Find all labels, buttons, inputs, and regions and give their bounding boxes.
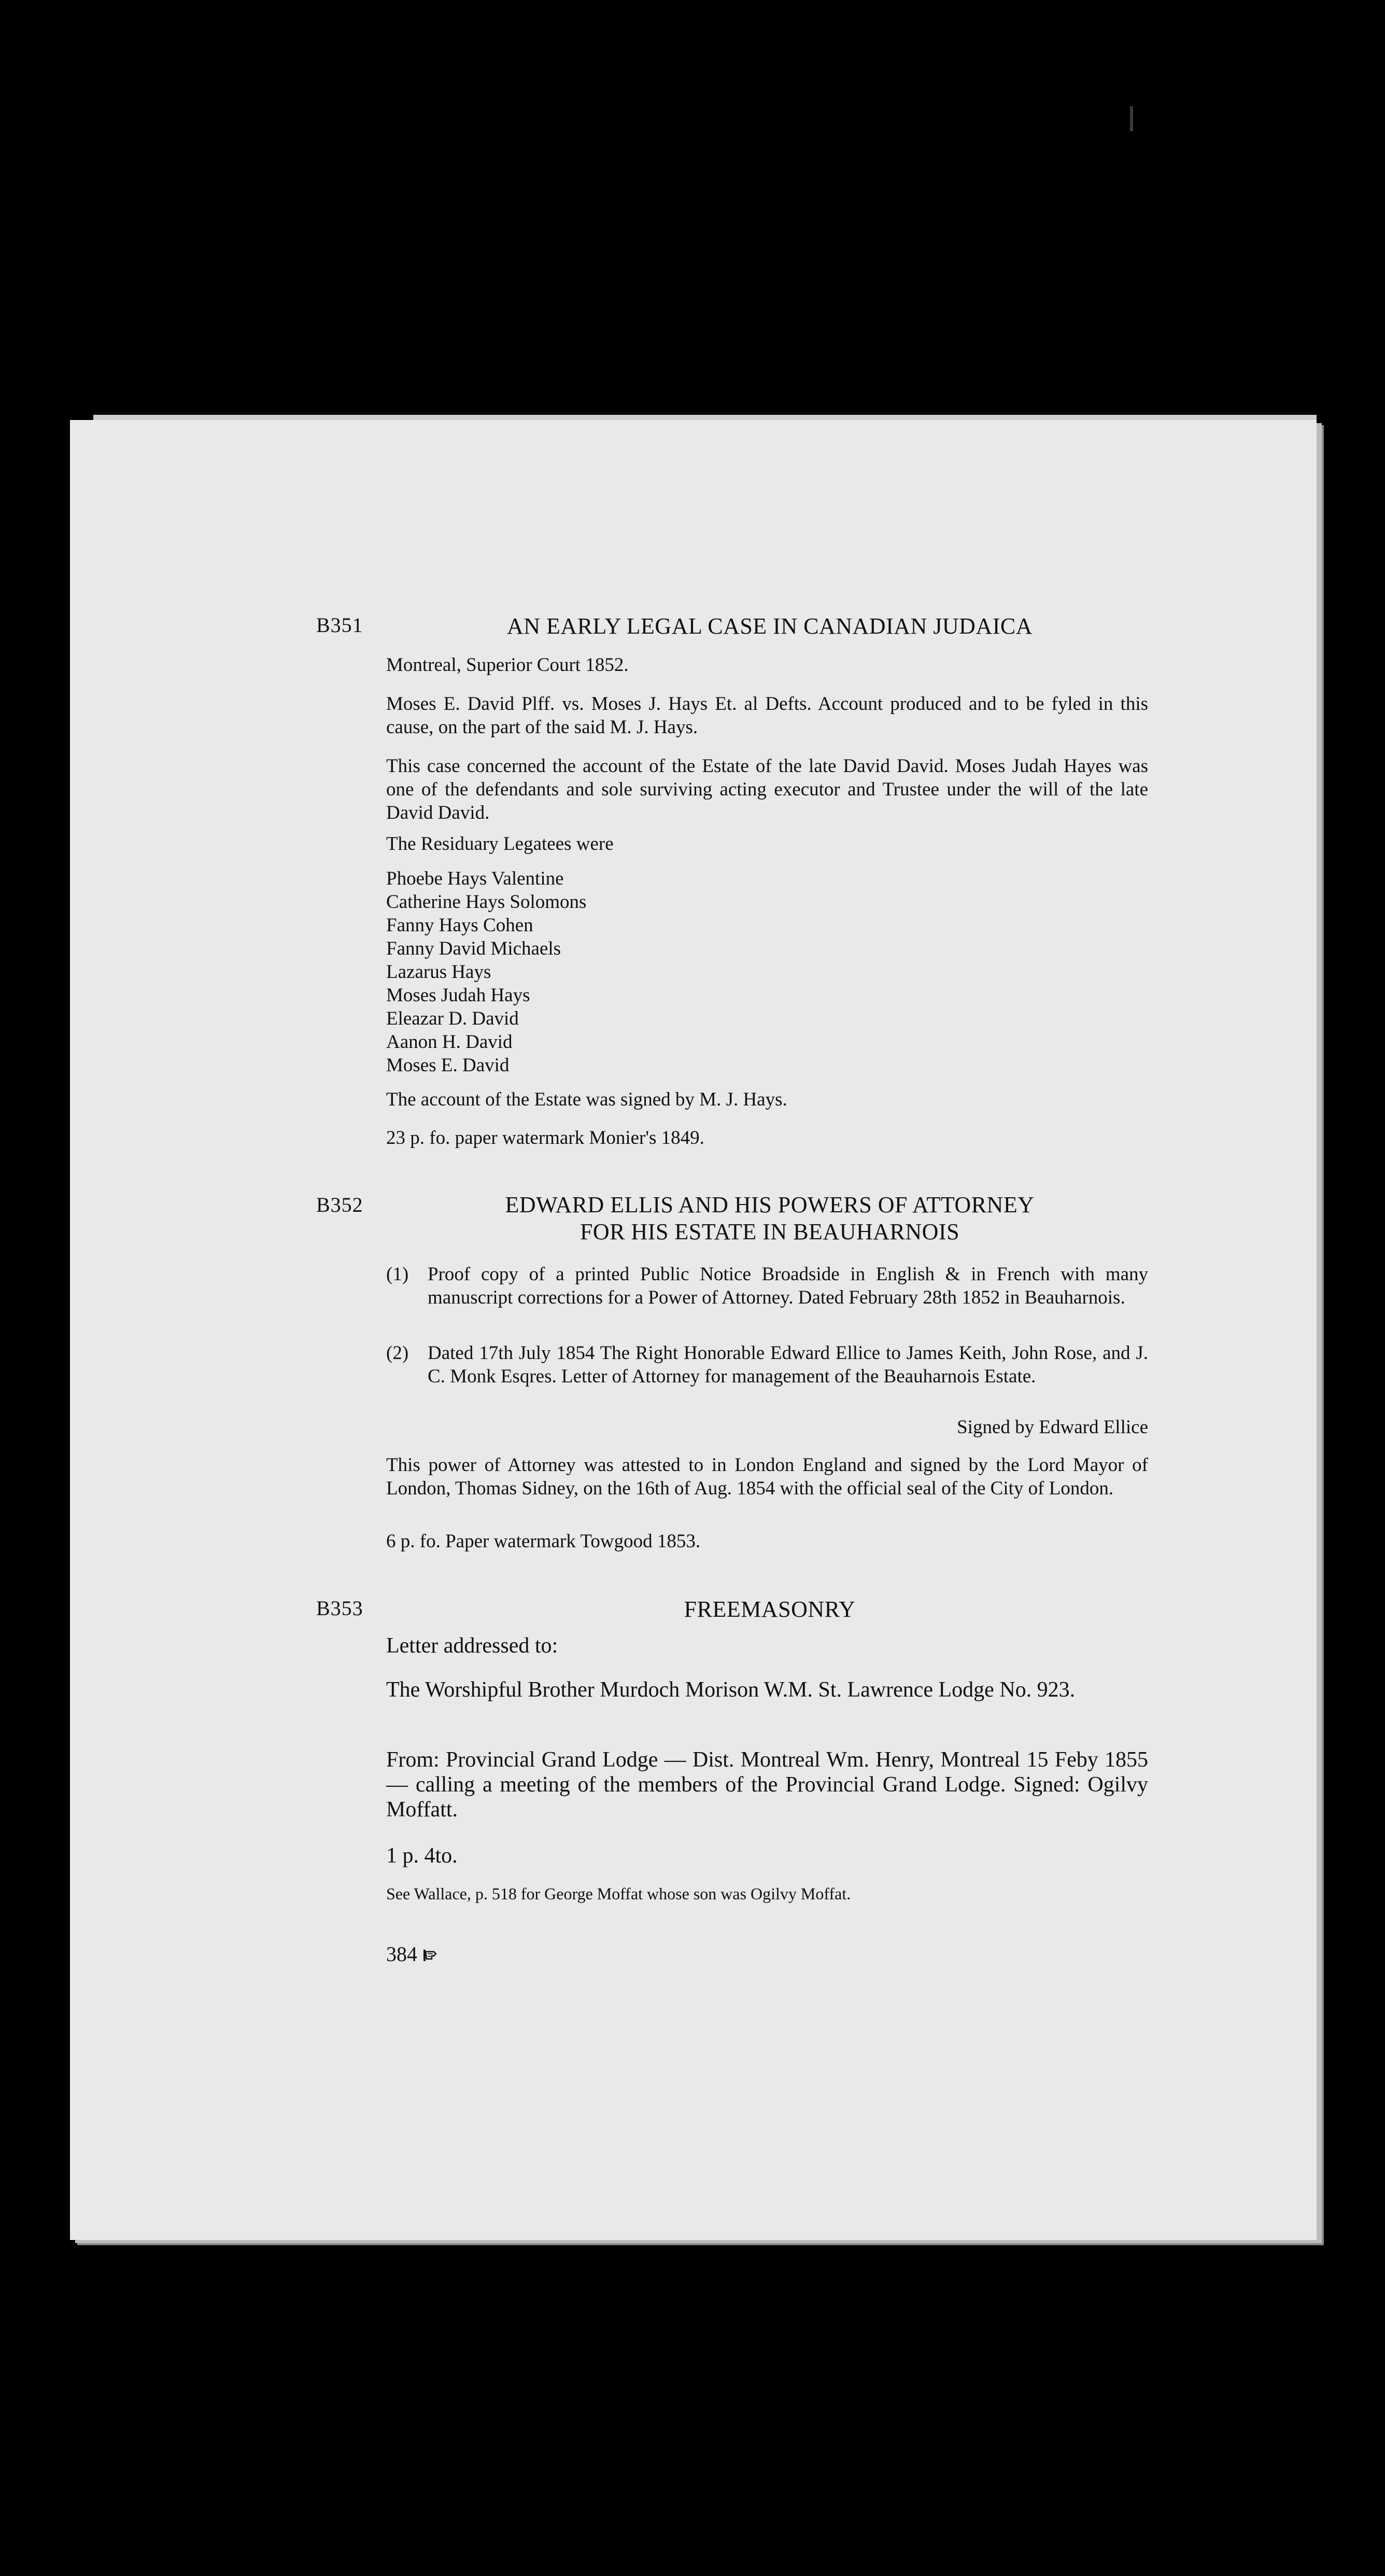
entry-title-b352-line2: FOR HIS ESTATE IN BEAUHARNOIS — [580, 1219, 960, 1244]
page-number — [386, 1942, 437, 1966]
format-b352: 6 p. fo. Paper watermark Towgood 1853. — [386, 1531, 701, 1552]
addressee-paragraph: The Worshipful Brother Murdoch Morison W.M. St. Lawrence Lodge No. 923. — [386, 1678, 1076, 1702]
page-number-text: 384 — [386, 1942, 417, 1966]
list-item: Phoebe Hays Valentine — [386, 868, 564, 889]
letter-intro: Letter addressed to: — [386, 1634, 558, 1658]
entry-title-b352-line1: EDWARD ELLIS AND HIS POWERS OF ATTORNEY — [505, 1192, 1035, 1217]
attestation-paragraph: This power of Attorney was attested to in London England and signed by the Lord Mayor of London, Thomas Sidney, on the 16th of Aug. 1854 with the official seal of the City of London. — [386, 1454, 1148, 1499]
attorney-item-1 — [386, 1263, 1148, 1309]
entry-code-b353: B353 — [316, 1597, 363, 1620]
item-number: (2) — [386, 1342, 409, 1364]
list-item: Moses E. David — [386, 1055, 510, 1076]
item-text: Proof copy of a printed Public Notice Broadside in English & in French with many manuscript corrections for a Power of Attorney. Dated February 28th 1852 in Beauharnois. — [428, 1264, 1148, 1308]
legatees-intro: The Residuary Legatees were — [386, 833, 614, 855]
entry-code-b351: B351 — [316, 613, 363, 637]
list-item: Fanny David Michaels — [386, 938, 561, 959]
legatees-list — [386, 867, 1148, 1077]
parties-paragraph: Moses E. David Plff. vs. Moses J. Hays Et. al Defts. Account produced and to be fyled in this cause, on the part of the said M. J. Hays. — [386, 693, 1148, 738]
item-number: (1) — [386, 1264, 409, 1285]
format-b353: 1 p. 4to. — [386, 1844, 458, 1868]
entry-title-b351: AN EARLY LEGAL CASE IN CANADIAN JUDAICA — [507, 613, 1033, 639]
case-description: This case concerned the account of the Estate of the late David David. Moses Judah Hayes was one of the defendants and sole surviving acting executor and Trustee under the will of the late David David. — [386, 755, 1148, 823]
pointing-hand-icon — [422, 1944, 437, 1959]
list-item: Aanon H. David — [386, 1031, 513, 1053]
list-item: Eleazar D. David — [386, 1008, 519, 1029]
from-paragraph: From: Provincial Grand Lodge — Dist. Montreal Wm. Henry, Montreal 15 Feby 1855 — calling a meeting of the members of the Provincial Grand Lodge. Signed: Ogilvy Moffatt. — [386, 1748, 1148, 1822]
estate-signed-line: The account of the Estate was signed by M. J. Hays. — [386, 1089, 787, 1110]
signed-by-line: Signed by Edward Ellice — [957, 1417, 1148, 1438]
format-b351: 23 p. fo. paper watermark Monier's 1849. — [386, 1127, 704, 1149]
list-item: Catherine Hays Solomons — [386, 891, 587, 913]
scan-artifact-mark — [1130, 106, 1133, 131]
attorney-item-2 — [386, 1341, 1148, 1388]
item-text: Dated 17th July 1854 The Right Honorable Edward Ellice to James Keith, John Rose, and J. C. Monk Esqres. Letter of Attorney for management of the Beauharnois Estate. — [428, 1342, 1148, 1387]
list-item: Moses Judah Hays — [386, 985, 530, 1006]
entry-title-b353: FREEMASONRY — [684, 1597, 856, 1622]
entry-code-b352: B352 — [316, 1193, 363, 1216]
page-content — [70, 420, 1317, 2240]
list-item: Lazarus Hays — [386, 961, 491, 983]
catalog-page — [70, 420, 1317, 2240]
list-item: Fanny Hays Cohen — [386, 915, 533, 936]
court-line: Montreal, Superior Court 1852. — [386, 654, 629, 676]
reference-note: See Wallace, p. 518 for George Moffat whose son was Ogilvy Moffat. — [386, 1884, 851, 1903]
